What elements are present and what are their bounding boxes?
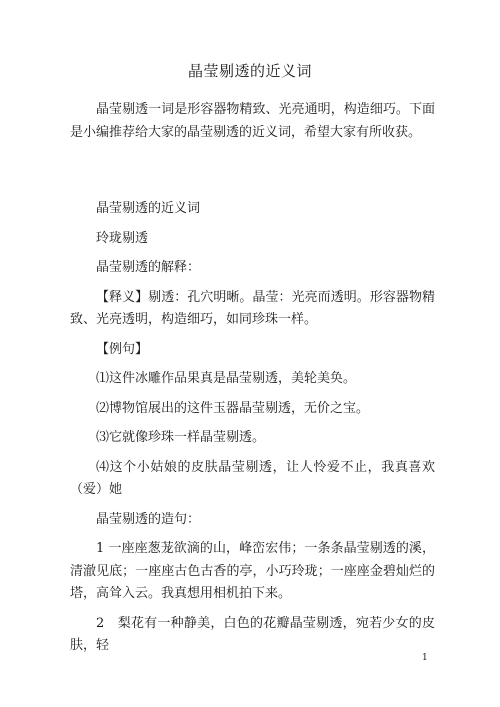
explanation-heading: 晶莹剔透的解释：: [96, 260, 201, 275]
sentence-paragraph: 2 梨花有一种静美，白色的花瓣晶莹剔透，宛若少女的皮肤，轻: [70, 615, 435, 653]
sentences-heading: 晶莹剔透的造句：: [96, 511, 201, 527]
page-number: 1: [422, 653, 428, 663]
definition-paragraph: 【释义】剔透：孔穴明晰。晶莹：光亮而透明。形容器物精致、光亮透明，构造细巧，如同珍珠一样。: [70, 289, 435, 327]
section-heading: 晶莹剔透的近义词: [96, 201, 201, 216]
document-body: [70, 99, 435, 665]
synonym-text: 玲珑剔透: [96, 230, 149, 246]
example-sentence: ⑷这个小姑娘的皮肤晶莹剔透，让人怜爱不止，我真喜欢（爱）她: [70, 459, 435, 497]
page-title: 晶莹剔透的近义词: [187, 62, 312, 80]
example-sentence: ⑴这件冰雕作品果真是晶莹剔透，美轮美奂。: [96, 371, 357, 386]
intro-paragraph: 晶莹剔透一词是形容器物精致、光亮通明，构造细巧。下面是小编推荐给大家的晶莹剔透的近义词，希望大家有所收获。: [70, 102, 435, 140]
sentence-paragraph: 1 一座座葱茏欲滴的山，峰峦宏伟；一条条晶莹剔透的溪，清澈见底；一座座古色古香的亭，小巧玲珑；一座座金碧灿烂的塔，高耸入云。我真想用相机拍下来。: [70, 541, 435, 601]
example-sentence: ⑵博物馆展出的这件玉器晶莹剔透，无价之宝。: [96, 400, 370, 416]
examples-heading: 【例句】: [96, 341, 149, 357]
example-sentence: ⑶它就像珍珠一样晶莹剔透。: [96, 430, 266, 445]
blank-space: [70, 144, 435, 198]
